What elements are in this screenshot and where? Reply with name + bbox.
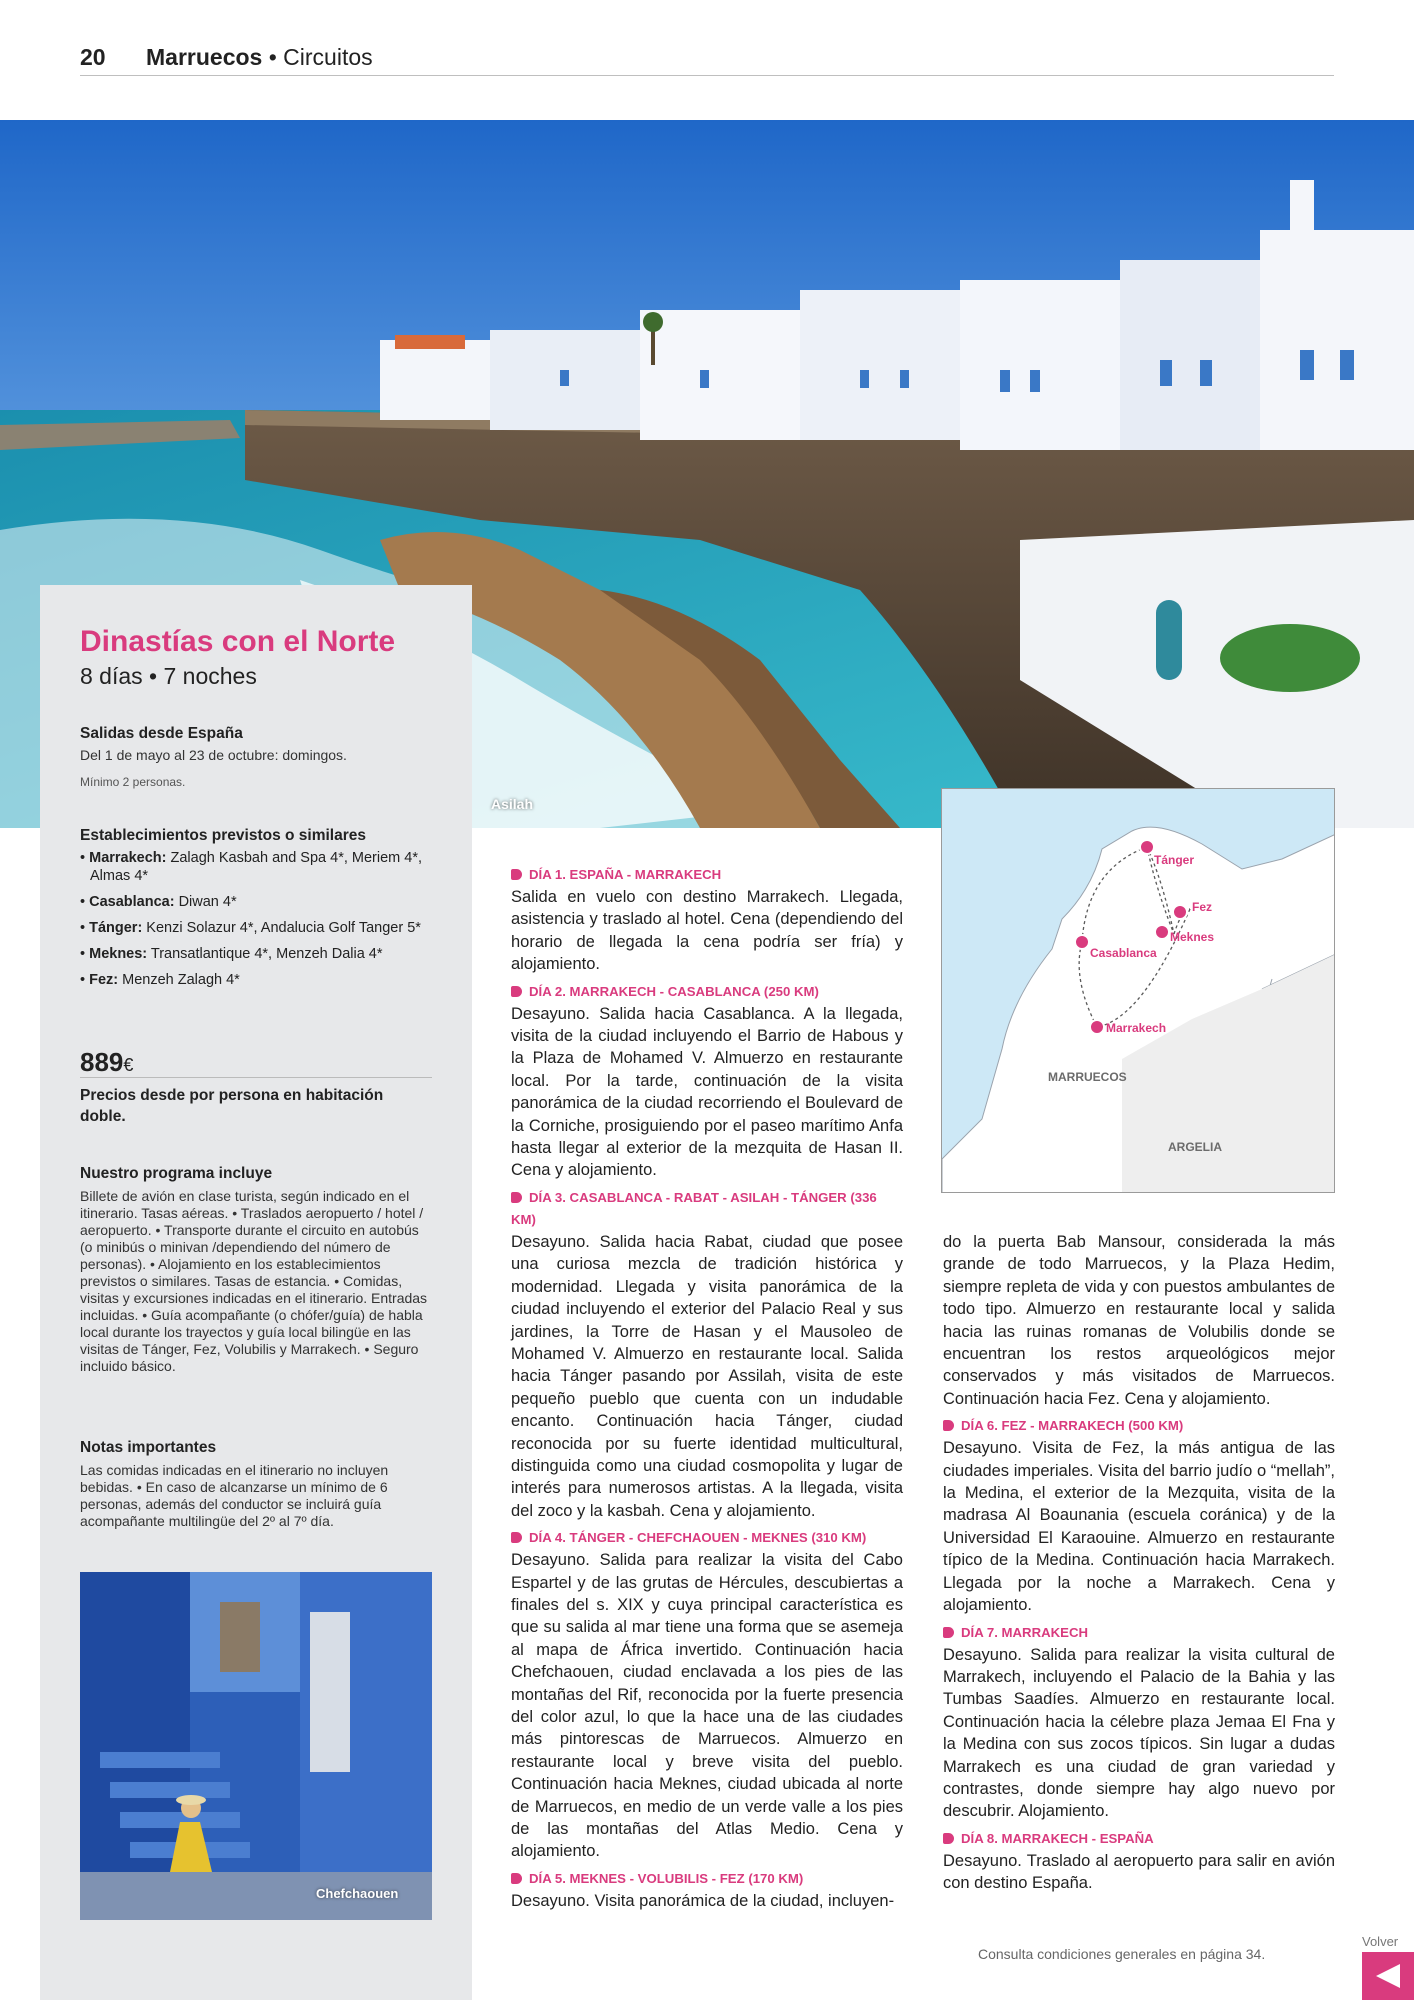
day-text: Desayuno. Visita panorámica de la ciudad, incluyen- <box>511 1891 895 1910</box>
tour-title: Dinastías con el Norte <box>80 625 396 658</box>
map-label-tanger: Tánger <box>1154 853 1195 867</box>
map-marker-casablanca <box>1075 935 1089 949</box>
day-text: do la puerta Bab Mansour, considerada la más grande de todo Marruecos, y la Plaza Hedim, siempre repleta de vida y con puestos ambulantes de todo tipo. Almuerzo en restaurante local y salida hacia las ruinas romanas de Volubilis donde se encuentran los restos arqueológicos mejor conservados y más visitados de Marruecos. Continuación hacia Fez. Cena y alojamiento. <box>943 1233 1335 1408</box>
hotels-heading: Establecimientos previstos o similares <box>80 827 367 844</box>
map-marker-fez <box>1173 905 1187 919</box>
day-title: DÍA 6. FEZ - MARRAKECH (500 KM) <box>943 1415 1335 1437</box>
day-text: Desayuno. Traslado al aeropuerto para salir en avión con destino España. <box>943 1851 1335 1893</box>
day-text: Desayuno. Salida para realizar la visita del Cabo Espartel y de las grutas de Hércules, descubiertas a finales del s. XIX y cuya principal característica es que su salida al mar tiene una forma que se asemeja al mapa de África invertido. Continuación hacia Chefchaouen, ciudad enclavada a los pies de las montañas del Rif, reconocida por la fuerte presencia del color azul, lo que la hace una de las ciudades más pintorescas de Marruecos. Almuerzo en restaurante local y breve visita del pueblo. Continuación hacia Meknes, ciudad ubicada al norte de Marruecos, en medio de un verde valle a los pies de las montañas del Atlas Medio. Cena y alojamiento. <box>511 1551 903 1861</box>
tour-info-panel <box>40 585 472 2000</box>
day-title: DÍA 3. CASABLANCA - RABAT - ASILAH - TÁNGER (336 KM) <box>511 1187 903 1231</box>
page-number: 20 <box>80 44 106 70</box>
tour-duration: 8 días • 7 noches <box>80 663 257 689</box>
map-marker-meknes <box>1155 925 1169 939</box>
day-text: Desayuno. Visita de Fez, la más antigua de las ciudades imperiales. Visita del barrio judío o “mellah”, la Medina, el exterior de la Mezquita, visita de la madrasa Al Boaunania (escuela coránica) y de la Universidad El Karaouine. Almuerzo en restaurante típico de la Medina. Continuación hacia Marrakech. Llegada por la noche a Marrakech. Cena y alojamiento. <box>943 1439 1335 1615</box>
map-marker-marrakech <box>1090 1020 1104 1034</box>
chefchaouen-photo <box>80 1572 432 1920</box>
hotel-item: • Casablanca: Diwan 4* <box>80 894 237 910</box>
hotels-list <box>80 849 450 997</box>
price-currency: € <box>123 1055 134 1075</box>
back-label[interactable]: Volver <box>1362 1934 1399 1949</box>
hotel-item: • Meknes: Transatlantique 4*, Menzeh Dalia 4* <box>80 946 383 962</box>
photo-caption: Chefchaouen <box>316 1886 399 1901</box>
map-marker-tanger <box>1140 840 1154 854</box>
hero-caption: Asilah <box>491 796 534 812</box>
header-separator: • <box>262 44 284 70</box>
map-label-meknes: Meknes <box>1170 930 1215 944</box>
day-text: Desayuno. Salida para realizar la visita cultural de Marrakech, incluyendo el Palacio de la Bahia y las Tumbas Saadíes. Almuerzo en restaurante local. Continuación hacia la célebre plaza Jemaa El Fna y la Medina con sus zocos típicos. Sin lugar a dudas Marrakech es una ciudad de gran variedad y contrastes, donde siempre hay algo nuevo por descubrir. Alojamiento. <box>943 1645 1335 1821</box>
map-label-marrakech: Marrakech <box>1106 1021 1167 1035</box>
price-divider <box>80 1077 432 1078</box>
section-name: Circuitos <box>283 44 373 70</box>
hotel-item: • Tánger: Kenzi Solazur 4*, Andalucia Golf Tanger 5* <box>80 920 421 936</box>
day-title: DÍA 4. TÁNGER - CHEFCHAOUEN - MEKNES (310 KM) <box>511 1527 903 1549</box>
map-label-casablanca: Casablanca <box>1090 946 1157 960</box>
includes-text: Billete de avión en clase turista, según indicado en el itinerario. Tasas aéreas. • Traslados aeropuerto / hotel / aeropuerto. • Transporte durante el circuito en autobús (o minibús o minivan /dependiendo del número de personas). • Alojamiento en los establecimientos previstos o similares. Tasas de estancia. • Comidas, visitas y excursiones indicadas en el itinerario. Entradas incluidas. • Guía acompañante (o chófer/guía) de habla local durante los trayectos y guía local bilingüe en las visitas de Tánger, Fez, Volubilis y Marrakech. • Seguro incluido básico. <box>80 1188 428 1374</box>
hotel-item: • Marrakech: Zalagh Kasbah and Spa 4*, Meriem 4*, Almas 4* <box>80 850 422 884</box>
country-name: Marruecos <box>146 44 263 70</box>
minimum-text: Mínimo 2 personas. <box>80 775 186 789</box>
price-value: 889 <box>80 1047 124 1077</box>
day-title: DÍA 7. MARRAKECH <box>943 1622 1335 1644</box>
departures-text: Del 1 de mayo al 23 de octubre: domingos. <box>80 747 347 763</box>
route-map <box>941 788 1335 1193</box>
day-title: DÍA 1. ESPAÑA - MARRAKECH <box>511 864 903 886</box>
itinerary-column-2 <box>943 1231 1335 1895</box>
map-label-marruecos: MARRUECOS <box>1048 1070 1127 1084</box>
back-arrow-icon[interactable] <box>1362 1952 1414 2000</box>
departures-heading: Salidas desde España <box>80 725 243 742</box>
map-label-fez: Fez <box>1192 900 1213 914</box>
map-label-argelia: ARGELIA <box>1168 1140 1222 1154</box>
section-title <box>146 44 373 71</box>
includes-heading: Nuestro programa incluye <box>80 1165 273 1182</box>
day-title: DÍA 5. MEKNES - VOLUBILIS - FEZ (170 KM) <box>511 1868 903 1890</box>
notes-heading: Notas importantes <box>80 1439 217 1456</box>
notes-text: Las comidas indicadas en el itinerario no incluyen bebidas. • En caso de alcanzarse un mínimo de 6 personas, además del conductor se incluirá guía acompañante multilingüe del 2º al 7º día. <box>80 1462 389 1529</box>
day-text: Desayuno. Salida hacia Casablanca. A la llegada, visita de la ciudad incluyendo el Barrio de Habous y la Plaza de Mohamed V. Almuerzo en restaurante local. Por la tarde, continuación de la visita panorámica de la ciudad recorriendo el Boulevard de la Corniche, prosiguiendo por el paseo marítimo Anfa hasta llegar al exterior de la mezquita de Hasan II. Cena y alojamiento. <box>511 1004 903 1180</box>
day-text: Salida en vuelo con destino Marrakech. Llegada, asistencia y traslado al hotel. Cena (dependiendo del horario de llegada la cena podría ser fría) y alojamiento. <box>511 888 903 974</box>
price-note: Precios desde por persona en habitación doble. <box>80 1087 384 1125</box>
conditions-note: Consulta condiciones generales en página 34. <box>978 1946 1266 1962</box>
price <box>80 1047 133 1078</box>
day-text: Desayuno. Salida hacia Rabat, ciudad que posee una curiosa mezcla de tradición histórica y modernidad. Llegada y visita panorámica de la ciudad incluyendo el exterior del Palacio Real y sus jardines, la Torre de Hasan y el Mausoleo de Mohamed V. Almuerzo en restaurante local. Salida hacia Tánger pasando por Assilah, visita de este pequeño pueblo que cuenta con un indudable encanto. Continuación hacia Tánger, ciudad reconocida por su fuerte identidad multicultural, distinguida como una ciudad cosmopolita y lugar de interés para numerosos artistas. A la llegada, visita del zoco y la kasbah. Cena y alojamiento. <box>511 1232 903 1520</box>
hotel-item: • Fez: Menzeh Zalagh 4* <box>80 972 240 988</box>
day-title: DÍA 8. MARRAKECH - ESPAÑA <box>943 1828 1335 1850</box>
day-title: DÍA 2. MARRAKECH - CASABLANCA (250 KM) <box>511 981 903 1003</box>
page-header <box>80 44 1334 76</box>
itinerary-column-1 <box>511 864 903 1912</box>
